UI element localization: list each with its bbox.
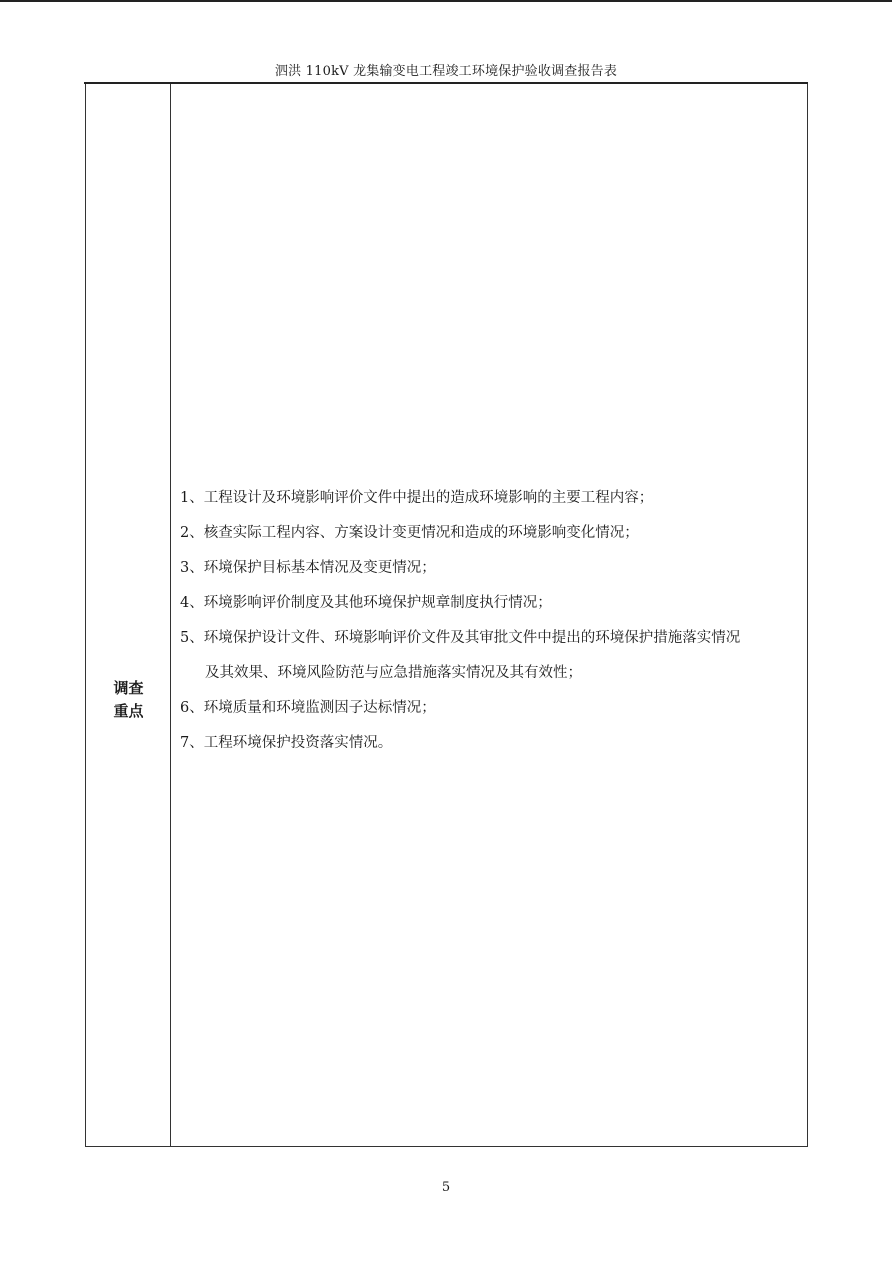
row-label — [86, 677, 171, 723]
list-item: 7、工程环境保护投资落实情况。 — [180, 735, 393, 751]
report-form-table — [85, 84, 808, 1147]
content-cell — [172, 84, 807, 1146]
list-item: 3、环境保护目标基本情况及变更情况； — [180, 560, 436, 576]
running-header: 泗洪 110kV 龙集输变电工程竣工环境保护验收调查报告表 — [274, 64, 618, 79]
row-label-line-1: 调查 — [113, 679, 144, 697]
list-item: 4、环境影响评价制度及其他环境保护规章制度执行情况； — [180, 595, 552, 611]
row-label-cell — [86, 84, 171, 1146]
survey-focus-list — [180, 481, 800, 761]
row-label-line-2: 重点 — [113, 702, 144, 720]
list-item: 5、环境保护设计文件、环境影响评价文件及其审批文件中提出的环境保护措施落实情况 — [180, 630, 741, 646]
list-item: 1、工程设计及环境影响评价文件中提出的造成环境影响的主要工程内容； — [180, 490, 654, 506]
list-item-continuation-text: 及其效果、环境风险防范与应急措施落实情况及其有效性； — [205, 665, 582, 681]
list-item-continuation — [180, 656, 800, 691]
list-item: 2、核查实际工程内容、方案设计变更情况和造成的环境影响变化情况； — [180, 525, 639, 541]
top-border-rule — [0, 0, 892, 2]
page-number: 5 — [441, 1180, 451, 1195]
list-item: 6、环境质量和环境监测因子达标情况； — [180, 700, 436, 716]
